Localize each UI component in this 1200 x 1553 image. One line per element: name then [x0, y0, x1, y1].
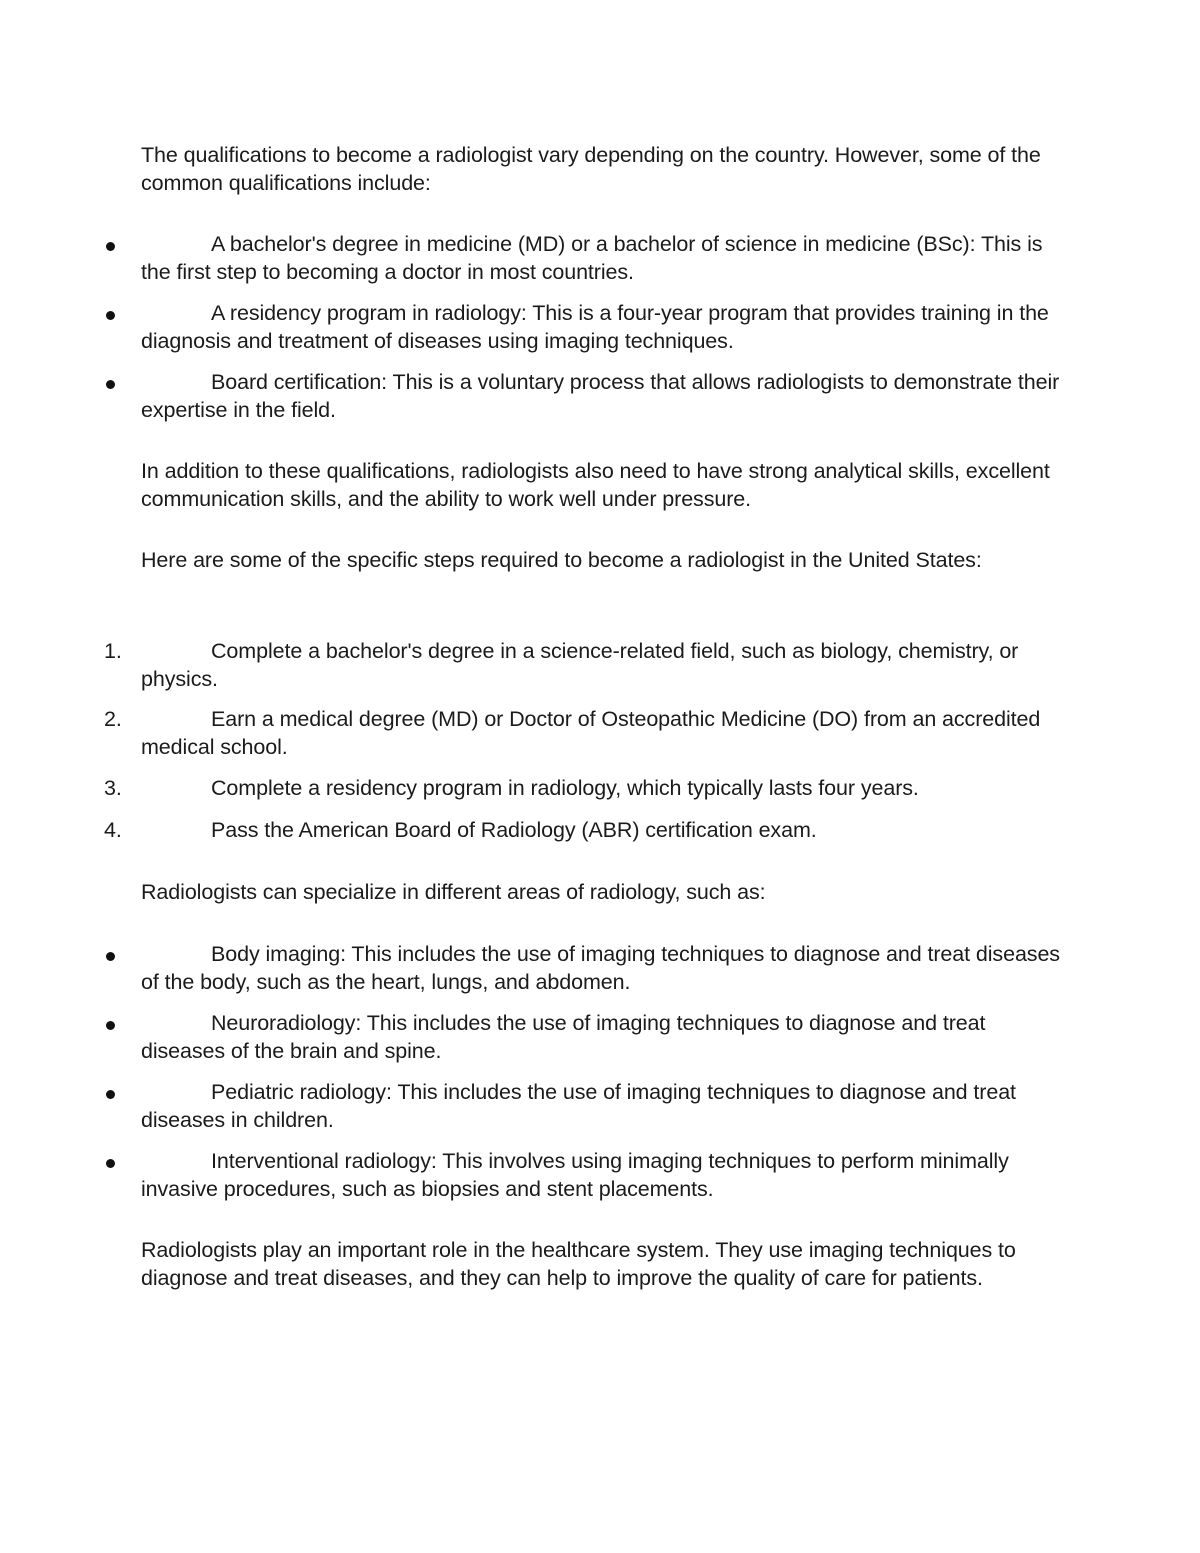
bullet-marker: [104, 1148, 134, 1175]
bullet-marker: [104, 369, 134, 396]
qualification-item: A residency program in radiology: This is a four-year program that provides training in the diagnosis and treatment of diseases using imaging techniques.: [141, 301, 1049, 353]
qualification-item: Board certification: This is a voluntary process that allows radiologists to demonstrate their expertise in the field.: [141, 370, 1060, 422]
step-number: 1.: [104, 639, 122, 663]
steps-intro-paragraph: Here are some of the specific steps required to become a radiologist in the United States:: [141, 548, 982, 572]
bullet-marker: [104, 300, 134, 327]
specialty-item: Pediatric radiology: This includes the use of imaging techniques to diagnose and treat diseases in children.: [141, 1080, 1016, 1132]
skills-paragraph: In addition to these qualifications, radiologists also need to have strong analytical skills, excellent communication skills, and the ability to work well under pressure.: [141, 459, 1050, 511]
qualification-item: A bachelor's degree in medicine (MD) or a bachelor of science in medicine (BSc): This is the first step to becoming a doctor in most countries.: [141, 232, 1043, 284]
bullet-marker: [104, 1079, 134, 1106]
step-item: Complete a residency program in radiology, which typically lasts four years.: [211, 776, 919, 800]
step-number: 2.: [104, 707, 122, 731]
bullet-marker: [104, 1010, 134, 1037]
step-item: Pass the American Board of Radiology (ABR) certification exam.: [211, 818, 817, 842]
step-item: Complete a bachelor's degree in a science-related field, such as biology, chemistry, or physics.: [141, 639, 1019, 691]
bullet-marker: [104, 941, 134, 968]
step-number: 4.: [104, 818, 122, 842]
specialty-item: Neuroradiology: This includes the use of imaging techniques to diagnose and treat diseases of the brain and spine.: [141, 1011, 986, 1063]
bullet-marker: [104, 231, 134, 258]
conclusion-paragraph: Radiologists play an important role in the healthcare system. They use imaging techniques to diagnose and treat diseases, and they can help to improve the quality of care for patients.: [141, 1238, 1016, 1290]
step-item: Earn a medical degree (MD) or Doctor of Osteopathic Medicine (DO) from an accredited medical school.: [141, 707, 1041, 759]
intro-paragraph: The qualifications to become a radiologist vary depending on the country. However, some of the common qualifications include:: [141, 143, 1041, 195]
step-number: 3.: [104, 776, 122, 800]
specialty-item: Interventional radiology: This involves using imaging techniques to perform minimally invasive procedures, such as biopsies and stent placements.: [141, 1149, 1009, 1201]
specialty-item: Body imaging: This includes the use of imaging techniques to diagnose and treat diseases of the body, such as the heart, lungs, and abdomen.: [141, 942, 1060, 994]
specialize-intro-paragraph: Radiologists can specialize in different areas of radiology, such as:: [141, 880, 766, 904]
